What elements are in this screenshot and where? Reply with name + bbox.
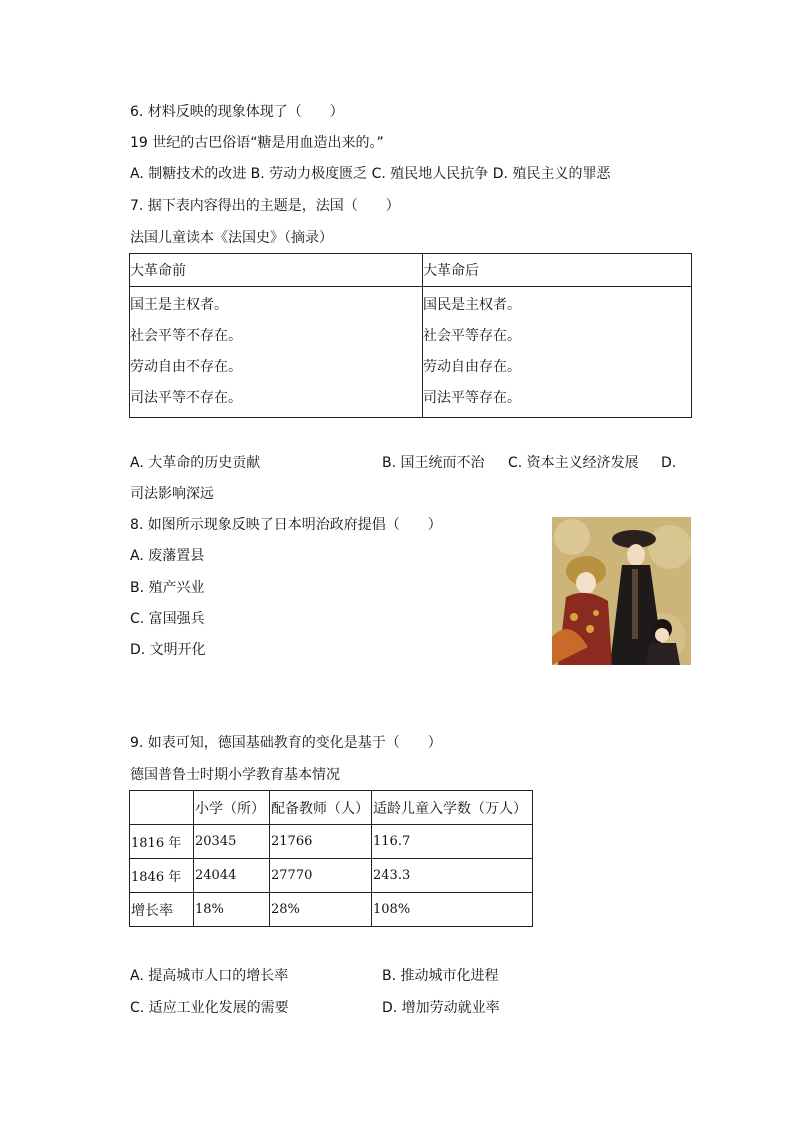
q7-table-title: 法国儿童读本《法国史》（摘录） (130, 230, 333, 246)
table-row (130, 825, 533, 859)
q6-stem: 6. 材料反映的现象体现了（ ） (130, 104, 344, 120)
table-header-cell: 配备教师（人） (270, 791, 372, 825)
table-cell: 18% (194, 893, 270, 927)
table-cell-line: 社会平等不存在。 (130, 328, 242, 344)
table-cell: 1846 年 (130, 859, 194, 893)
q8-stem: 8. 如图所示现象反映了日本明治政府提倡（ ） (130, 517, 442, 533)
table-cell: 20345 (194, 825, 270, 859)
table-row (130, 859, 533, 893)
q9-option-d: D. 增加劳动就业率 (382, 1000, 500, 1016)
table-cell-line: 劳动自由存在。 (423, 359, 521, 375)
table-header-cell: 小学（所） (194, 791, 270, 825)
table-cell-line: 劳动自由不存在。 (130, 359, 242, 375)
table-cell: 增长率 (130, 893, 194, 927)
table-cell-line: 国王是主权者。 (130, 297, 228, 313)
table-cell-line: 司法平等存在。 (423, 390, 521, 406)
q7-table (129, 253, 692, 418)
q7-option-d-text: 司法影响深远 (130, 486, 214, 502)
table-cell: 28% (270, 893, 372, 927)
q6-material: 19 世纪的古巴俗语“糖是用血造出来的。” (130, 135, 384, 151)
before-revolution-cell (130, 287, 423, 418)
table-row (130, 893, 533, 927)
q9-table-title: 德国普鲁士时期小学教育基本情况 (130, 767, 340, 783)
table-row (130, 287, 692, 418)
table-cell: 243.3 (372, 859, 533, 893)
table-cell: 108% (372, 893, 533, 927)
q8-option-b: B. 殖产兴业 (130, 580, 205, 596)
table-header-row (130, 254, 692, 287)
q9-option-b: B. 推动城市化进程 (382, 968, 499, 984)
table-header-cell: 大革命前 (130, 254, 423, 287)
table-header-row (130, 791, 533, 825)
q9-option-a: A. 提高城市人口的增长率 (130, 968, 289, 984)
meiji-era-painting (552, 517, 691, 665)
q7-option-d-label: D. (661, 455, 677, 471)
q7-stem: 7. 据下表内容得出的主题是，法国（ ） (130, 198, 400, 214)
q8-option-d: D. 文明开化 (130, 642, 206, 658)
table-header-cell: 适龄儿童入学数（万人） (372, 791, 533, 825)
table-header-cell (130, 791, 194, 825)
after-revolution-cell (423, 287, 692, 418)
table-cell: 116.7 (372, 825, 533, 859)
q6-options: A. 制糖技术的改进 B. 劳动力极度匮乏 C. 殖民地人民抗争 D. 殖民主义的罪恶 (130, 166, 611, 182)
table-cell-line: 国民是主权者。 (423, 297, 521, 313)
table-cell-line: 司法平等不存在。 (130, 390, 242, 406)
q7-option-c: C. 资本主义经济发展 (508, 455, 639, 471)
table-cell: 1816 年 (130, 825, 194, 859)
table-cell-line: 社会平等存在。 (423, 328, 521, 344)
q8-option-a: A. 废藩置县 (130, 548, 205, 564)
table-cell: 27770 (270, 859, 372, 893)
q8-option-c: C. 富国强兵 (130, 611, 205, 627)
table-cell: 21766 (270, 825, 372, 859)
q9-stem: 9. 如表可知，德国基础教育的变化是基于（ ） (130, 735, 442, 751)
table-cell: 24044 (194, 859, 270, 893)
q9-option-c: C. 适应工业化发展的需要 (130, 1000, 289, 1016)
table-header-cell: 大革命后 (423, 254, 692, 287)
q7-option-a: A. 大革命的历史贡献 (130, 455, 261, 471)
q7-option-b: B. 国王统而不治 (382, 455, 485, 471)
q9-table (129, 790, 533, 927)
